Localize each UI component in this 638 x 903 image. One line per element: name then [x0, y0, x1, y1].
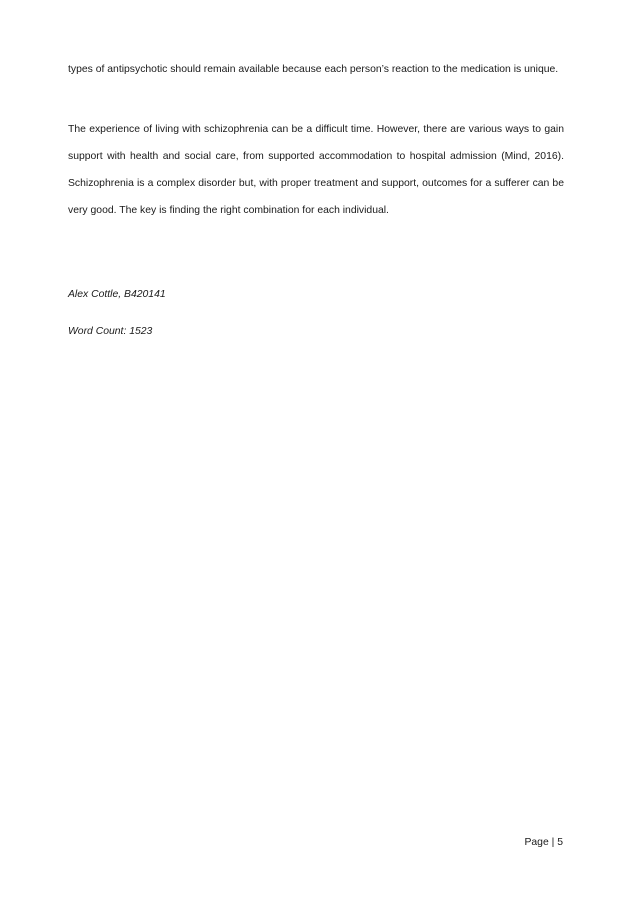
paragraph-continuation: types of antipsychotic should remain available because each person’s reaction to the medication is unique.: [68, 64, 559, 75]
word-count: Word Count: 1523: [68, 326, 153, 337]
page-number: Page | 5: [524, 837, 563, 848]
author-line: Alex Cottle, B420141: [68, 289, 166, 300]
paragraph-conclusion: The experience of living with schizophrenia can be a difficult time. However, there are various ways to gain support with health and social care, from supported accommodation to hospital admission (Mind, 2016). Schizophrenia is a complex disorder but, with proper treatment and support, outcomes for a sufferer can be very good. The key is finding the right combination for each individual.: [68, 124, 564, 216]
